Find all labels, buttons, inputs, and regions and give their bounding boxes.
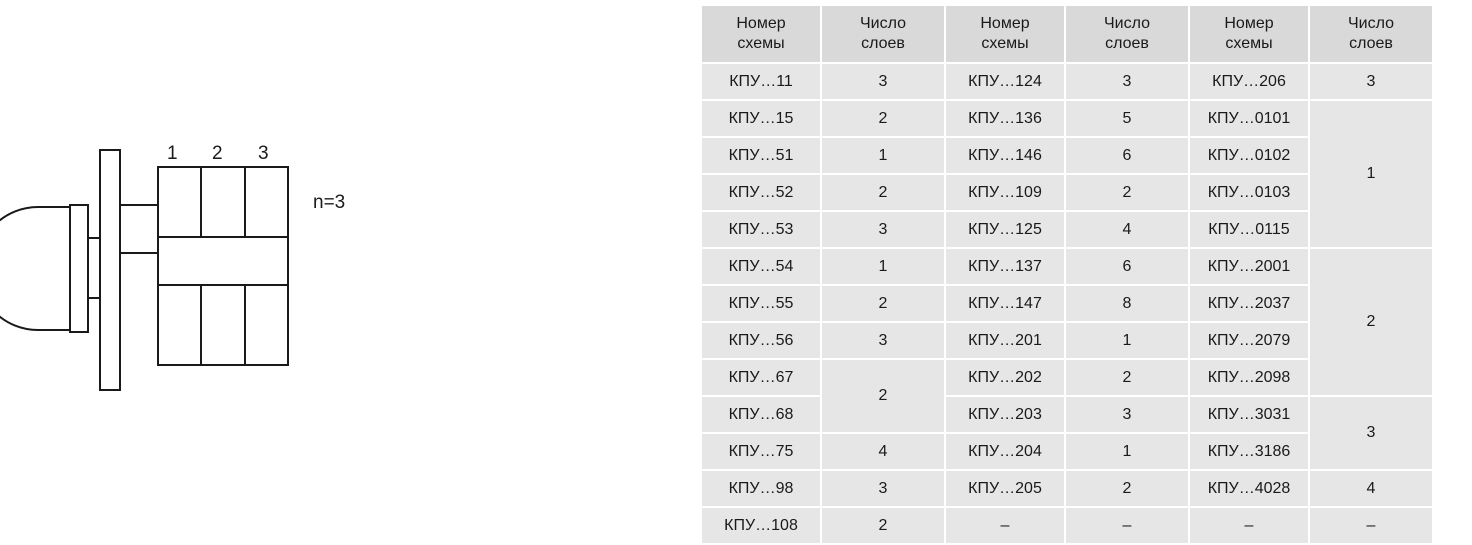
header-line-1: Номер bbox=[736, 15, 786, 32]
cell-scheme-number: КПУ…15 bbox=[701, 100, 821, 137]
table-row bbox=[701, 470, 1433, 507]
cell-layer-count: 6 bbox=[1065, 137, 1189, 174]
cell-layer-count: 4 bbox=[1309, 470, 1433, 507]
header-line-2: схемы bbox=[981, 35, 1029, 52]
cell-layer-count-empty: – bbox=[1309, 507, 1433, 544]
cell-layer-count: 5 bbox=[1065, 100, 1189, 137]
cell-scheme-number: КПУ…11 bbox=[701, 63, 821, 100]
contact-label-3: 3 bbox=[258, 143, 269, 164]
cell-scheme-number: КПУ…68 bbox=[701, 396, 821, 433]
cell-scheme-number: КПУ…4028 bbox=[1189, 470, 1309, 507]
header-line-1: Число bbox=[859, 15, 906, 32]
cell-scheme-number: КПУ…2001 bbox=[1189, 248, 1309, 285]
contact-row-bottom bbox=[158, 285, 288, 365]
header-line-2: схемы bbox=[1225, 35, 1273, 52]
cell-scheme-number: КПУ…136 bbox=[945, 100, 1065, 137]
table-row bbox=[701, 396, 1433, 433]
cell-layer-count-merged: 3 bbox=[1309, 396, 1433, 470]
header-line-2: схемы bbox=[737, 35, 785, 52]
cell-scheme-number: КПУ…206 bbox=[1189, 63, 1309, 100]
cell-scheme-number: КПУ…146 bbox=[945, 137, 1065, 174]
cell-scheme-number: КПУ…203 bbox=[945, 396, 1065, 433]
cell-scheme-number: КПУ…2098 bbox=[1189, 359, 1309, 396]
cell-scheme-number: КПУ…3186 bbox=[1189, 433, 1309, 470]
table-header-row bbox=[701, 5, 1433, 63]
cell-scheme-number: КПУ…53 bbox=[701, 211, 821, 248]
cell-scheme-number: КПУ…51 bbox=[701, 137, 821, 174]
cell-layer-count: 4 bbox=[1065, 211, 1189, 248]
cell-scheme-number: КПУ…54 bbox=[701, 248, 821, 285]
cell-layer-count: 1 bbox=[1065, 322, 1189, 359]
header-line-1: Число bbox=[1347, 15, 1394, 32]
cell-layer-count: 2 bbox=[821, 174, 945, 211]
cell-layer-count: 2 bbox=[1065, 470, 1189, 507]
table-row bbox=[701, 248, 1433, 285]
cell-scheme-number: КПУ…137 bbox=[945, 248, 1065, 285]
cell-layer-count-merged: 1 bbox=[1309, 100, 1433, 248]
shaft-link bbox=[120, 205, 158, 253]
cell-layer-count: 2 bbox=[821, 100, 945, 137]
cell-scheme-number: КПУ…75 bbox=[701, 433, 821, 470]
cell-scheme-number: КПУ…0103 bbox=[1189, 174, 1309, 211]
header-layer-count-1 bbox=[821, 5, 945, 63]
cell-scheme-number: КПУ…124 bbox=[945, 63, 1065, 100]
cell-scheme-number: КПУ…52 bbox=[701, 174, 821, 211]
cell-scheme-number: КПУ…2037 bbox=[1189, 285, 1309, 322]
cell-layer-count-merged: 2 bbox=[1309, 248, 1433, 396]
cell-scheme-number: КПУ…201 bbox=[945, 322, 1065, 359]
cell-layer-count: 1 bbox=[821, 248, 945, 285]
contact-label-2: 2 bbox=[212, 143, 223, 164]
cell-layer-count: 3 bbox=[821, 211, 945, 248]
cell-scheme-number: КПУ…98 bbox=[701, 470, 821, 507]
cell-layer-count: 6 bbox=[1065, 248, 1189, 285]
header-layer-count-3 bbox=[1309, 5, 1433, 63]
cell-layer-count: 4 bbox=[821, 433, 945, 470]
cell-layer-count: 3 bbox=[821, 322, 945, 359]
header-line-2: слоев bbox=[1105, 35, 1149, 52]
header-scheme-number-1 bbox=[701, 5, 821, 63]
scheme-layers-table bbox=[700, 4, 1434, 545]
cell-layer-count-empty: – bbox=[1065, 507, 1189, 544]
contact-label-1: 1 bbox=[167, 143, 178, 164]
cell-scheme-number: КПУ…204 bbox=[945, 433, 1065, 470]
cell-layer-count: 3 bbox=[1065, 396, 1189, 433]
cell-layer-count: 1 bbox=[1065, 433, 1189, 470]
switch-diagram bbox=[0, 0, 690, 508]
cell-scheme-number: КПУ…108 bbox=[701, 507, 821, 544]
header-layer-count-2 bbox=[1065, 5, 1189, 63]
switch-diagram-svg bbox=[0, 0, 690, 508]
cell-scheme-number: КПУ…109 bbox=[945, 174, 1065, 211]
header-line-1: Номер bbox=[980, 15, 1030, 32]
table-body bbox=[701, 63, 1433, 544]
cell-scheme-number: КПУ…0101 bbox=[1189, 100, 1309, 137]
table-header bbox=[701, 5, 1433, 63]
cell-scheme-number: КПУ…3031 bbox=[1189, 396, 1309, 433]
cell-layer-count: 3 bbox=[1065, 63, 1189, 100]
knob-collar bbox=[70, 205, 88, 332]
header-scheme-number-3 bbox=[1189, 5, 1309, 63]
header-scheme-number-2 bbox=[945, 5, 1065, 63]
cell-layer-count: 1 bbox=[821, 137, 945, 174]
cell-scheme-number-empty: – bbox=[945, 507, 1065, 544]
cell-layer-count-merged: 2 bbox=[821, 359, 945, 433]
header-line-2: слоев bbox=[861, 35, 905, 52]
table-row bbox=[701, 63, 1433, 100]
contact-row-top bbox=[158, 167, 288, 237]
cell-scheme-number: КПУ…205 bbox=[945, 470, 1065, 507]
cell-layer-count: 3 bbox=[821, 63, 945, 100]
cell-layer-count: 2 bbox=[821, 285, 945, 322]
mounting-flange bbox=[100, 150, 120, 390]
cell-scheme-number-empty: – bbox=[1189, 507, 1309, 544]
contact-row-middle bbox=[158, 237, 288, 285]
cell-scheme-number: КПУ…202 bbox=[945, 359, 1065, 396]
shaft-segment bbox=[88, 238, 100, 298]
cell-scheme-number: КПУ…125 bbox=[945, 211, 1065, 248]
cell-layer-count: 2 bbox=[821, 507, 945, 544]
knob-shape bbox=[0, 207, 70, 330]
table-row bbox=[701, 100, 1433, 137]
cell-scheme-number: КПУ…147 bbox=[945, 285, 1065, 322]
cell-layer-count: 2 bbox=[1065, 174, 1189, 211]
header-line-2: слоев bbox=[1349, 35, 1393, 52]
cell-scheme-number: КПУ…2079 bbox=[1189, 322, 1309, 359]
cell-scheme-number: КПУ…67 bbox=[701, 359, 821, 396]
cell-layer-count: 2 bbox=[1065, 359, 1189, 396]
cell-layer-count: 3 bbox=[1309, 63, 1433, 100]
header-line-1: Число bbox=[1103, 15, 1150, 32]
cell-scheme-number: КПУ…56 bbox=[701, 322, 821, 359]
cell-scheme-number: КПУ…0102 bbox=[1189, 137, 1309, 174]
cell-scheme-number: КПУ…0115 bbox=[1189, 211, 1309, 248]
layer-count-annotation: n=3 bbox=[313, 192, 346, 213]
header-line-1: Номер bbox=[1224, 15, 1274, 32]
cell-layer-count: 8 bbox=[1065, 285, 1189, 322]
cell-scheme-number: КПУ…55 bbox=[701, 285, 821, 322]
cell-layer-count: 3 bbox=[821, 470, 945, 507]
table-row bbox=[701, 507, 1433, 544]
